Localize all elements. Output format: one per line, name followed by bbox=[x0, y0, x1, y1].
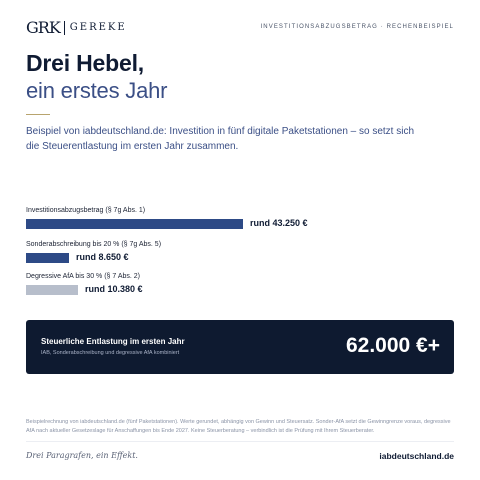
footer-site-link[interactable]: iabdeutschland.de bbox=[379, 451, 454, 461]
summary-subtitle: IAB, Sonderabschreibung und degressive AfA kombiniert bbox=[41, 350, 180, 356]
logo-divider bbox=[64, 21, 65, 35]
lever-value: rund 10.380 € bbox=[85, 284, 143, 294]
headline-line-1: Drei Hebel, bbox=[26, 50, 144, 76]
summary-title: Steuerliche Entlastung im ersten Jahr bbox=[41, 337, 185, 346]
lever-value: rund 8.650 € bbox=[76, 252, 129, 262]
footnote: Beispielrechnung von iabdeutschland.de (fünf Paketstationen). Werte gerundet, abhängig von Gewinn und Steuersatz. Sonder-AfA setzt die Gewinngrenze voraus, degressive AfA nach aktueller Gesetzeslage für Anschaffungen bis Ende 2027. Keine Steuerberatung – verbindlich ist die Prüfung mit Ihrem Steuerberater. bbox=[26, 419, 451, 434]
eyebrow-label: INVESTITIONSABZUGSBETRAG · RECHENBEISPIEL bbox=[260, 24, 454, 30]
lever-label: Sonderabschreibung bis 20 % (§ 7g Abs. 5) bbox=[26, 241, 162, 248]
footer-tagline: Drei Paragrafen, ein Effekt. bbox=[26, 451, 138, 460]
accent-divider bbox=[26, 114, 50, 115]
lever-bar bbox=[26, 219, 243, 229]
lever-bar bbox=[26, 253, 69, 263]
summary-total: 62.000 €+ bbox=[345, 334, 440, 357]
lever-value: rund 43.250 € bbox=[250, 218, 308, 228]
lever-label: Degressive AfA bis 30 % (§ 7 Abs. 2) bbox=[26, 273, 141, 280]
brand-logo bbox=[26, 18, 127, 37]
headline-line-2: ein erstes Jahr bbox=[26, 78, 168, 103]
total-summary-card bbox=[26, 320, 454, 374]
lever-bar bbox=[26, 285, 78, 295]
lever-label: Investitionsabzugsbetrag (§ 7g Abs. 1) bbox=[26, 207, 146, 214]
intro-paragraph: Beispiel von iabdeutschland.de: Investition in fünf digitale Paketstationen – so setzt sich die Steuerentlastung im ersten Jahr zusammen. bbox=[26, 126, 415, 152]
footer-divider bbox=[26, 441, 454, 442]
logo-wordmark: GEREKE bbox=[69, 22, 127, 33]
logo-monogram: GRK bbox=[26, 18, 60, 37]
